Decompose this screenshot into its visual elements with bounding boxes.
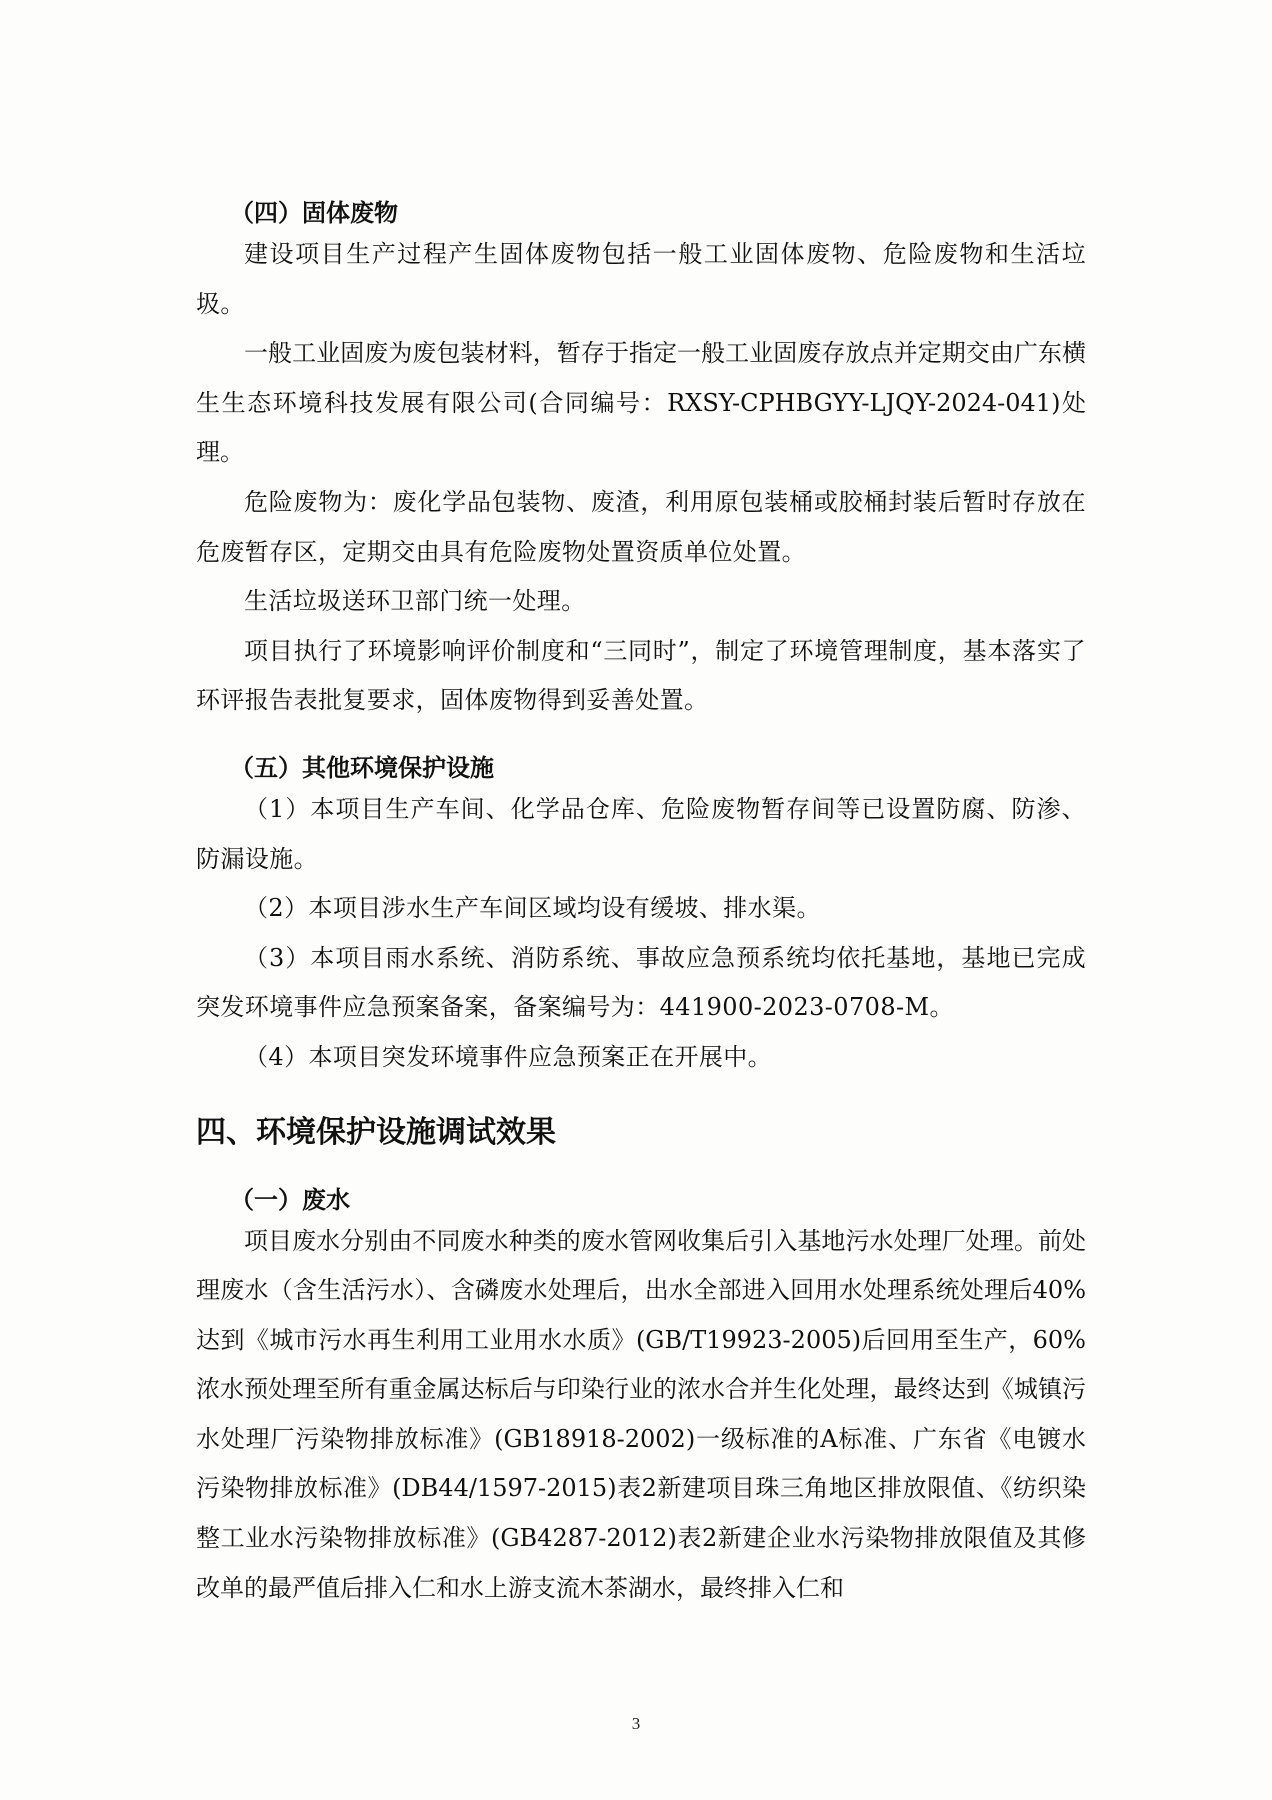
list-item: （3）本项目雨水系统、消防系统、事故应急预系统均依托基地，基地已完成突发环境事件应急预案备案，备案编号为：441900-2023-0708-M。 (196, 943, 1086, 1022)
list-item: （1）本项目生产车间、化学品仓库、危险废物暂存间等已设置防腐、防渗、防漏设施。 (196, 794, 1086, 873)
section-heading-solid-waste: （四）固体废物 (230, 198, 398, 227)
paragraph: 建设项目生产过程产生固体废物包括一般工业固体废物、危险废物和生活垃圾。 (196, 240, 1086, 318)
list-item: （4）本项目突发环境事件应急预案正在开展中。 (244, 1042, 773, 1071)
paragraph: 项目执行了环境影响评价制度和“三同时”，制定了环境管理制度，基本落实了环评报告表批复要求，固体废物得到妥善处置。 (196, 636, 1086, 715)
paragraph: 项目废水分别由不同废水种类的废水管网收集后引入基地污水处理厂处理。前处理废水（含生活污水）、含磷废水处理后，出水全部进入回用水处理系统处理后40%达到《城市污水再生利用工业用水水质》(GB/T19923-2005)后回用至生产，60%浓水预处理至所有重金属达标后与印染行业的浓水合并生化处理，最终达到《城镇污水处理厂污染物排放标准》(GB18918-2002)一级标准的A标准、广东省《电镀水污染物排放标准》(DB44/1597-2015)表2新建项目珠三角地区排放限值、《纺织染整工业水污染物排放标准》(GB4287-2012)表2新建企业水污染物排放限值及其修改单的最严值后排入仁和水上游支流木茶湖水，最终排入仁和 (196, 1226, 1086, 1602)
section-heading-wastewater: （一）废水 (230, 1184, 350, 1214)
paragraph: 危险废物为：废化学品包装物、废渣，利用原包装桶或胶桶封装后暂时存放在危废暂存区，定期交由具有危险废物处置资质单位处置。 (196, 487, 1086, 566)
list-item: （2）本项目涉水生产车间区域均设有缓坡、排水渠。 (244, 894, 821, 923)
section-heading-other-facilities: （五）其他环境保护设施 (230, 752, 494, 782)
paragraph: 生活垃圾送环卫部门统一处理。 (244, 587, 586, 616)
document-body (196, 196, 1086, 1613)
page-number: 3 (631, 1714, 641, 1733)
paragraph: 一般工业固废为废包装材料，暂存于指定一般工业固废存放点并定期交由广东横生生态环境科技发展有限公司(合同编号：RXSY-CPHBGYY-LJQY-2024-041)处理。 (196, 339, 1086, 467)
chapter-heading: 四、环境保护设施调试效果 (196, 1114, 556, 1150)
